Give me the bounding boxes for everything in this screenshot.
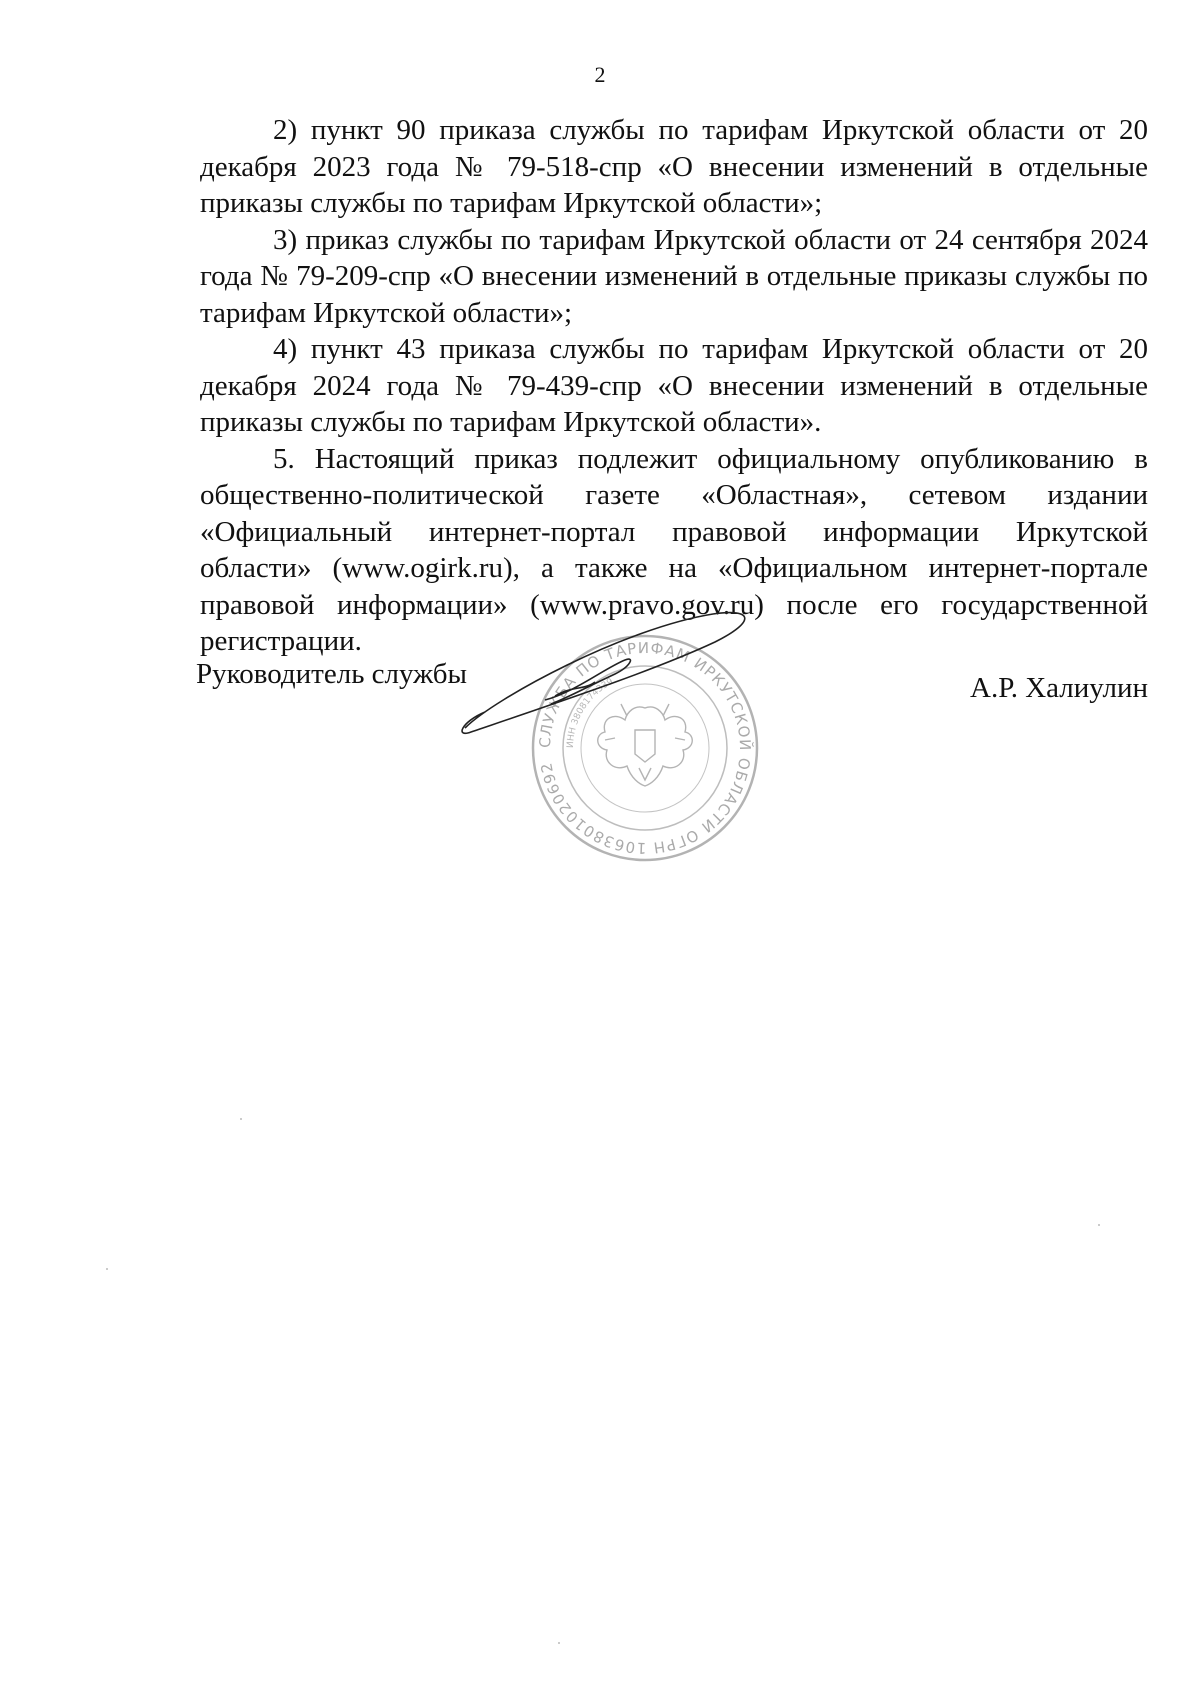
seal-inner-text: ИНН 3808174339	[565, 676, 616, 749]
seal-stamp	[533, 636, 757, 860]
paragraph-item-2: 2) пункт 90 приказа службы по тарифам Иркутской области от 20 декабря 2023 года № 79-518-спр «О внесении изменений в отдельные приказы службы по тарифам Иркутской области»;	[200, 114, 1148, 219]
paragraph-item-3: 3) приказ службы по тарифам Иркутской области от 24 сентября 2024 года № 79-209-спр «О внесении изменений в отдельные приказы службы по тарифам Иркутской области»;	[200, 223, 1148, 329]
scan-speck	[106, 1268, 108, 1270]
coat-of-arms-emblem	[598, 704, 693, 786]
paragraph-item-4: 4) пункт 43 приказа службы по тарифам Иркутской области от 20 декабря 2024 года № 79-439-спр «О внесении изменений в отдельные приказы службы по тарифам Иркутской области».	[200, 333, 1148, 438]
scan-speck	[558, 1642, 560, 1644]
signatory-name: А.Р. Халиулин	[970, 672, 1148, 704]
signatory-position: Руководитель службы	[196, 658, 468, 690]
paragraph-publication: 5. Настоящий приказ подлежит официальному опубликованию в общественно-политической газете «Областная», сетевом издании «Официальный интернет-портал правовой информации Иркутской области» (www.ogirk.ru), а также на «Официальном интернет-портале правовой информации» (www.pravo.gov.ru) после его государственной регистрации.	[200, 442, 1148, 657]
page-number: 2	[594, 62, 606, 87]
seal-outer-text: СЛУЖБА ПО ТАРИФАМ ИРКУТСКОЙ ОБЛАСТИ ОГРН 1063801020692	[535, 638, 755, 858]
scan-speck	[1098, 1224, 1100, 1226]
official-seal-and-signature	[455, 608, 835, 888]
document-body	[200, 112, 1148, 660]
scan-speck	[240, 1118, 242, 1120]
